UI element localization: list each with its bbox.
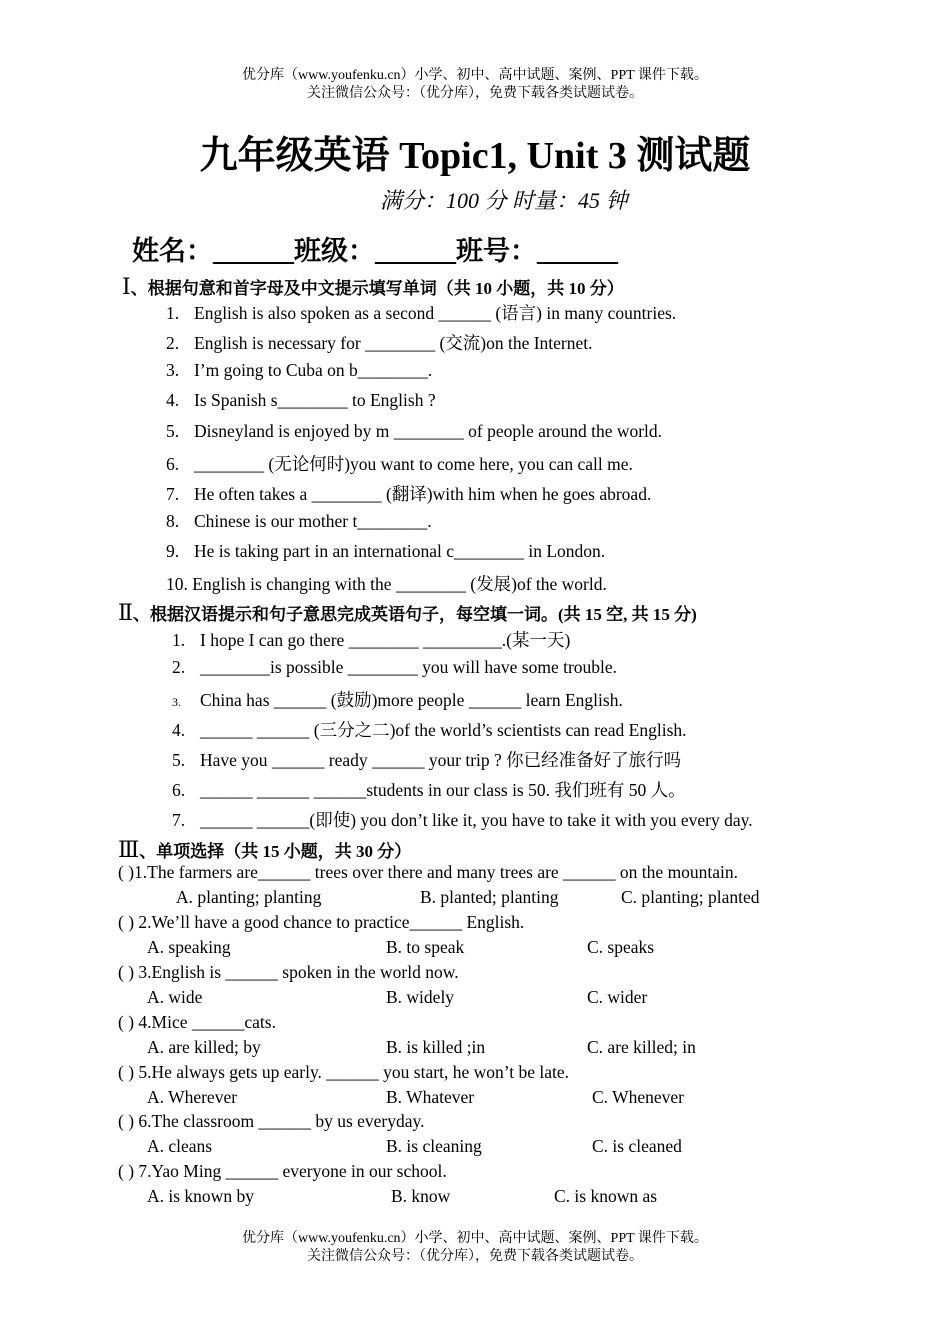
s1-item: 10. English is changing with the ________ (发展)of the world. — [166, 574, 607, 594]
s1-item: 2. English is necessary for ________ (交流)on the Internet. — [166, 333, 593, 353]
mc-option-a: A. Wherever — [147, 1087, 238, 1107]
mc-question-stem: ( ) 4.Mice ______cats. — [118, 1012, 276, 1032]
mc-question-stem: ( ) 5.He always gets up early. ______ you start, he won’t be late. — [118, 1062, 569, 1082]
s1-item: 5. Disneyland is enjoyed by m ________ of people around the world. — [166, 421, 663, 441]
mc-question-stem: ( )1.The farmers are______ trees over there and many trees are ______ on the mountain. — [118, 862, 739, 882]
header-line-1: 优分库（www.youfenku.cn）小学、初中、高中试题、案例、PPT 课件下载。 — [242, 68, 708, 83]
section-3-title: 、单项选择（共 15 小题，共 30 分） — [139, 842, 412, 861]
mc-option-b: B. is cleaning — [386, 1136, 482, 1156]
mc-option-a: A. planting; planting — [176, 887, 322, 907]
mc-option-c: C. planting; planted — [621, 887, 760, 907]
mc-option-b: B. is killed ;in — [386, 1037, 486, 1057]
header-line-2: 关注微信公众号：（优分库），免费下载各类试题试卷。 — [307, 86, 643, 101]
section-3-heading — [118, 837, 411, 863]
mc-option-a: A. wide — [147, 987, 203, 1007]
mc-question-stem: ( ) 2.We’ll have a good chance to practice______ English. — [118, 912, 525, 932]
footer-line-1: 优分库（www.youfenku.cn）小学、初中、高中试题、案例、PPT 课件下载。 — [242, 1231, 708, 1246]
mc-option-c: C. is cleaned — [592, 1136, 682, 1156]
section-1-roman: Ⅰ — [122, 274, 131, 299]
section-1-heading — [122, 274, 624, 300]
mc-option-c: C. Whenever — [592, 1087, 685, 1107]
student-info-line: 姓名：______班级：______班号：______ — [132, 236, 618, 266]
s2-item: 5. Have you ______ ready ______ your trip ? 你已经准备好了旅行吗 — [172, 750, 682, 770]
s2-item: 7. ______ ______(即使) you don’t like it, you have to take it with you every day. — [172, 810, 753, 830]
mc-question-stem: ( ) 7.Yao Ming ______ everyone in our school. — [118, 1161, 447, 1181]
mc-option-c: C. is known as — [554, 1186, 658, 1206]
mc-option-b: B. widely — [386, 987, 455, 1007]
mc-option-b: B. planted; planting — [420, 887, 559, 907]
mc-option-b: B. know — [391, 1186, 451, 1206]
s2-item: 6. ______ ______ ______students in our class is 50. 我们班有 50 人。 — [172, 780, 686, 800]
mc-option-a: A. speaking — [147, 937, 231, 957]
s1-item: 4. Is Spanish s________ to English ? — [166, 390, 436, 410]
mc-option-a: A. is known by — [147, 1186, 254, 1206]
mc-option-c: C. are killed; in — [587, 1037, 696, 1057]
s1-item: 9. He is taking part in an international c________ in London. — [166, 541, 606, 561]
mc-question-stem: ( ) 3.English is ______ spoken in the world now. — [118, 962, 459, 982]
mc-option-b: B. Whatever — [386, 1087, 475, 1107]
section-2-roman: Ⅱ — [118, 600, 133, 625]
mc-option-b: B. to speak — [386, 937, 465, 957]
exam-title: 九年级英语 Topic1, Unit 3 测试题 — [199, 135, 751, 177]
section-2-heading — [118, 600, 697, 626]
s1-item: 1. English is also spoken as a second ______ (语言) in many countries. — [166, 303, 677, 323]
s1-item: 8. Chinese is our mother t________. — [166, 511, 432, 531]
footer-line-2: 关注微信公众号：（优分库），免费下载各类试题试卷。 — [307, 1249, 643, 1264]
section-3-roman: Ⅲ — [118, 837, 140, 862]
s1-item: 6. ________ (无论何时)you want to come here, you can call me. — [166, 454, 633, 474]
s1-item: 3. I’m going to Cuba on b________. — [166, 360, 433, 380]
mc-option-c: C. wider — [587, 987, 648, 1007]
section-1-title: 、根据句意和首字母及中文提示填写单词（共 10 小题，共 10 分） — [130, 279, 624, 298]
s1-item: 7. He often takes a ________ (翻译)with him when he goes abroad. — [166, 484, 652, 504]
s2-item: 4. ______ ______ (三分之二)of the world’s scientists can read English. — [172, 720, 687, 740]
mc-question-stem: ( ) 6.The classroom ______ by us everyday. — [118, 1111, 425, 1131]
mc-option-c: C. speaks — [587, 937, 655, 957]
section-2-title: 、根据汉语提示和句子意思完成英语句子，每空填一词。(共 15 空, 共 15 分) — [132, 605, 697, 624]
mc-option-a: A. cleans — [147, 1136, 213, 1156]
s2-item: 2. ________is possible ________ you will have some trouble. — [172, 657, 618, 677]
exam-subtitle: 满分：100 分 时量：45 钟 — [380, 188, 628, 213]
s2-item: 1. I hope I can go there ________ _________.(某一天) — [172, 630, 571, 650]
mc-option-a: A. are killed; by — [147, 1037, 261, 1057]
s2-item: 3. China has ______ (鼓励)more people ______ learn English. — [172, 690, 623, 710]
